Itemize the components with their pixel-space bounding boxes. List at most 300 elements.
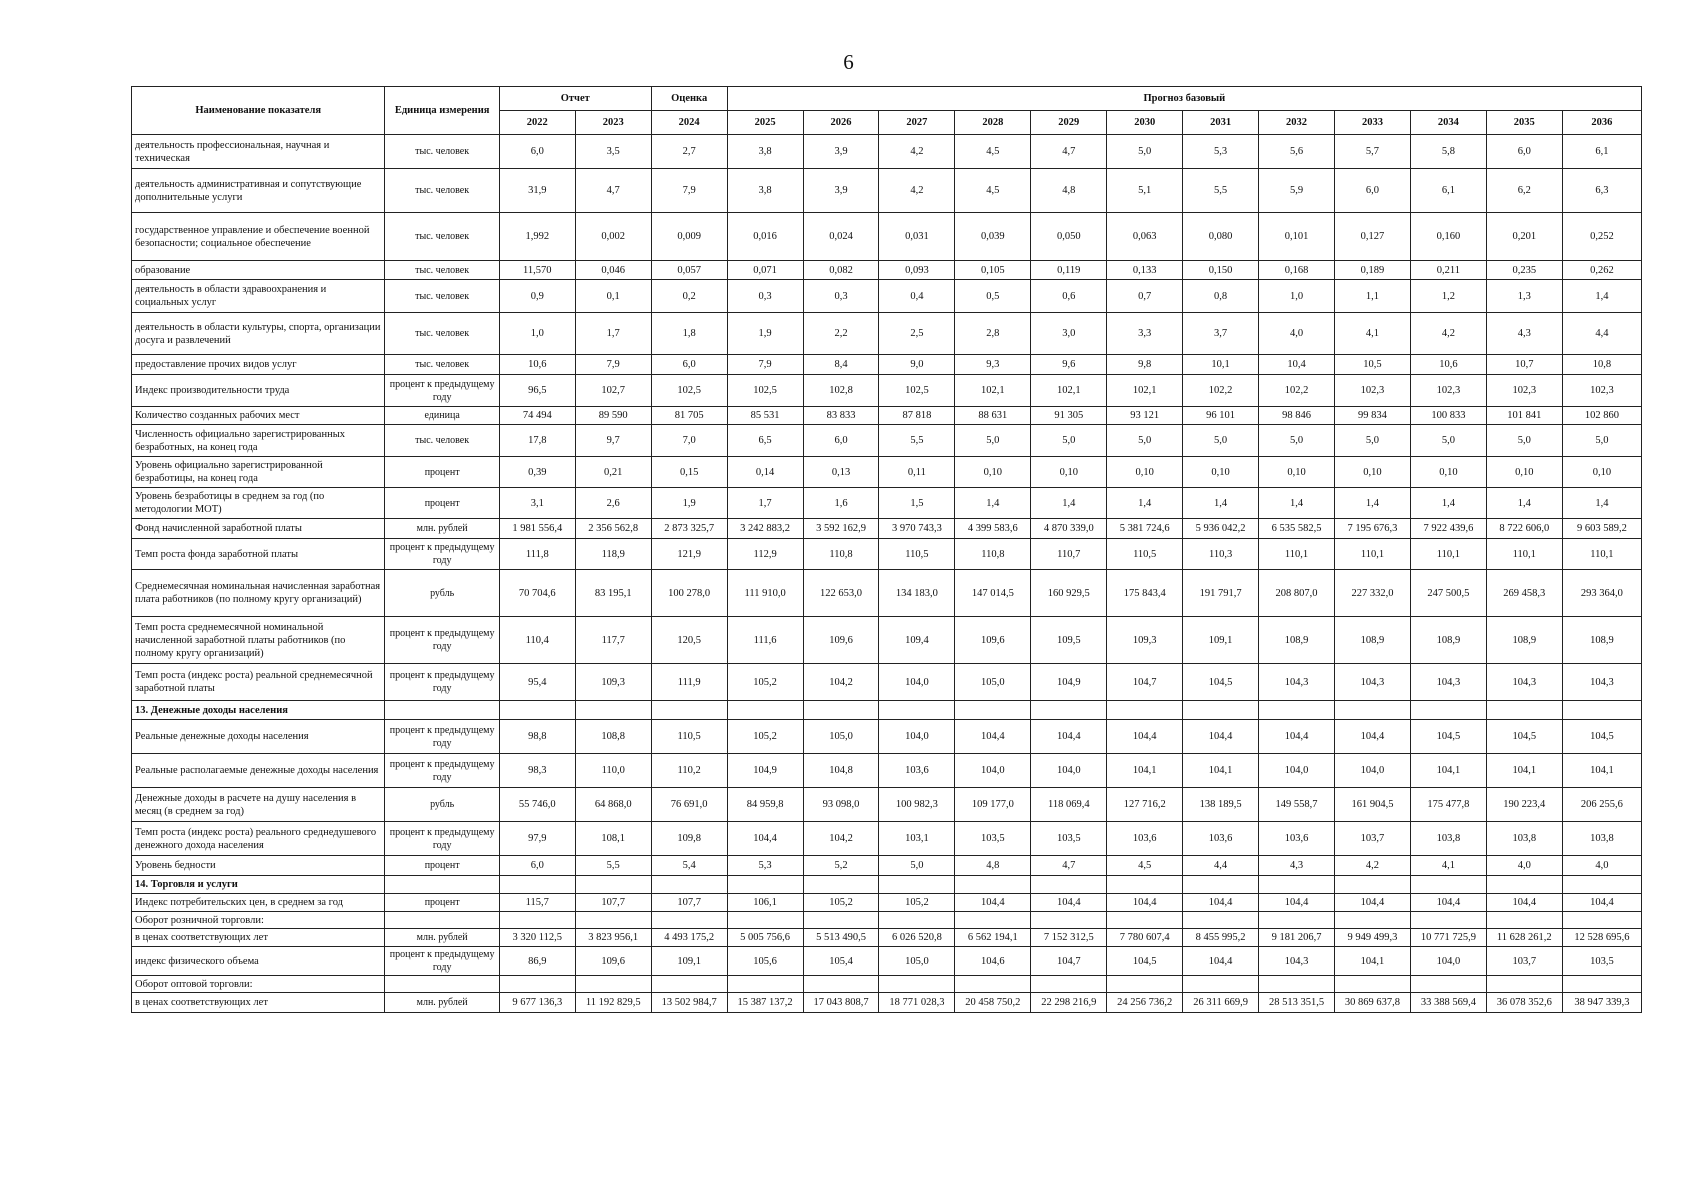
value-cell: 84 959,8 <box>727 788 803 822</box>
unit-cell: тыс. человек <box>385 425 499 457</box>
value-cell: 9,6 <box>1031 355 1107 375</box>
value-cell: 5,3 <box>727 856 803 876</box>
value-cell: 104,5 <box>1410 720 1486 754</box>
value-cell: 100 982,3 <box>879 788 955 822</box>
value-cell: 0,024 <box>803 213 879 261</box>
value-cell: 103,5 <box>1562 947 1641 976</box>
value-cell: 190 223,4 <box>1486 788 1562 822</box>
value-cell <box>1259 912 1335 929</box>
unit-cell: процент к предыдущему году <box>385 375 499 407</box>
value-cell: 109,8 <box>651 822 727 856</box>
unit-cell: рубль <box>385 570 499 617</box>
value-cell: 4,2 <box>879 135 955 169</box>
value-cell: 1,7 <box>575 313 651 355</box>
value-cell: 175 477,8 <box>1410 788 1486 822</box>
value-cell <box>955 912 1031 929</box>
indicator-name: Уровень безработицы в среднем за год (по методологии МОТ) <box>132 488 385 519</box>
value-cell: 10,4 <box>1259 355 1335 375</box>
value-cell: 3 592 162,9 <box>803 519 879 539</box>
value-cell: 15 387 137,2 <box>727 993 803 1013</box>
value-cell: 0,016 <box>727 213 803 261</box>
section-row <box>132 701 1642 720</box>
value-cell: 4,8 <box>955 856 1031 876</box>
value-cell: 138 189,5 <box>1183 788 1259 822</box>
value-cell: 191 791,7 <box>1183 570 1259 617</box>
header-indicator: Наименование показателя <box>132 87 385 135</box>
value-cell: 1,5 <box>879 488 955 519</box>
value-cell: 110,5 <box>1107 539 1183 570</box>
value-cell: 121,9 <box>651 539 727 570</box>
unit-cell: млн. рублей <box>385 519 499 539</box>
value-cell: 247 500,5 <box>1410 570 1486 617</box>
value-cell: 2,6 <box>575 488 651 519</box>
value-cell: 108,1 <box>575 822 651 856</box>
value-cell: 4,0 <box>1486 856 1562 876</box>
value-cell: 10,8 <box>1562 355 1641 375</box>
value-cell: 3,8 <box>727 135 803 169</box>
value-cell: 5,0 <box>1183 425 1259 457</box>
value-cell: 5 513 490,5 <box>803 929 879 947</box>
value-cell: 0,9 <box>499 280 575 313</box>
value-cell: 111 910,0 <box>727 570 803 617</box>
value-cell: 96,5 <box>499 375 575 407</box>
value-cell: 106,1 <box>727 894 803 912</box>
value-cell: 5,0 <box>1335 425 1411 457</box>
value-cell: 1,4 <box>1562 488 1641 519</box>
value-cell: 105,2 <box>879 894 955 912</box>
value-cell: 104,3 <box>1259 664 1335 701</box>
value-cell: 5,6 <box>1259 135 1335 169</box>
indicator-name: Реальные денежные доходы населения <box>132 720 385 754</box>
value-cell: 10,6 <box>1410 355 1486 375</box>
value-cell: 1,6 <box>803 488 879 519</box>
value-cell: 0,3 <box>803 280 879 313</box>
value-cell: 2,2 <box>803 313 879 355</box>
value-cell: 105,6 <box>727 947 803 976</box>
value-cell: 10,5 <box>1335 355 1411 375</box>
value-cell: 104,6 <box>955 947 1031 976</box>
header-year: 2028 <box>955 111 1031 135</box>
value-cell: 5,0 <box>879 856 955 876</box>
indicator-name: деятельность профессиональная, научная и техническая <box>132 135 385 169</box>
value-cell: 102,1 <box>1031 375 1107 407</box>
value-cell: 109 177,0 <box>955 788 1031 822</box>
value-cell: 36 078 352,6 <box>1486 993 1562 1013</box>
value-cell: 102 860 <box>1562 407 1641 425</box>
value-cell <box>499 976 575 993</box>
table-row <box>132 976 1642 993</box>
unit-cell: процент к предыдущему году <box>385 664 499 701</box>
value-cell: 1,9 <box>727 313 803 355</box>
value-cell: 2 873 325,7 <box>651 519 727 539</box>
value-cell: 20 458 750,2 <box>955 993 1031 1013</box>
value-cell <box>1335 912 1411 929</box>
value-cell: 104,4 <box>1259 894 1335 912</box>
value-cell <box>1410 912 1486 929</box>
value-cell: 110,8 <box>955 539 1031 570</box>
unit-cell: млн. рублей <box>385 993 499 1013</box>
value-cell: 0,252 <box>1562 213 1641 261</box>
value-cell: 1,4 <box>1335 488 1411 519</box>
value-cell: 105,2 <box>727 720 803 754</box>
value-cell: 89 590 <box>575 407 651 425</box>
value-cell: 105,4 <box>803 947 879 976</box>
value-cell: 104,4 <box>1183 720 1259 754</box>
value-cell: 104,1 <box>1410 754 1486 788</box>
value-cell: 3,8 <box>727 169 803 213</box>
value-cell: 104,4 <box>1259 720 1335 754</box>
value-cell: 6,0 <box>1486 135 1562 169</box>
empty-cell <box>1031 701 1107 720</box>
value-cell: 103,5 <box>1031 822 1107 856</box>
unit-cell: процент <box>385 894 499 912</box>
value-cell: 103,7 <box>1335 822 1411 856</box>
value-cell: 97,9 <box>499 822 575 856</box>
value-cell: 3 823 956,1 <box>575 929 651 947</box>
value-cell: 0,10 <box>1183 457 1259 488</box>
value-cell: 76 691,0 <box>651 788 727 822</box>
value-cell: 6 026 520,8 <box>879 929 955 947</box>
unit-cell: тыс. человек <box>385 261 499 280</box>
empty-cell <box>1486 701 1562 720</box>
value-cell: 110,1 <box>1562 539 1641 570</box>
value-cell: 1,4 <box>1107 488 1183 519</box>
value-cell <box>1107 976 1183 993</box>
unit-cell <box>385 912 499 929</box>
value-cell: 104,1 <box>1562 754 1641 788</box>
empty-cell <box>1183 876 1259 894</box>
header-year: 2026 <box>803 111 879 135</box>
table-row <box>132 539 1642 570</box>
value-cell <box>1486 912 1562 929</box>
empty-cell <box>385 701 499 720</box>
value-cell <box>955 976 1031 993</box>
value-cell: 5,7 <box>1335 135 1411 169</box>
table-row <box>132 169 1642 213</box>
value-cell: 96 101 <box>1183 407 1259 425</box>
value-cell: 4,3 <box>1259 856 1335 876</box>
empty-cell <box>1410 876 1486 894</box>
value-cell: 0,127 <box>1335 213 1411 261</box>
value-cell: 109,6 <box>955 617 1031 664</box>
table-row <box>132 617 1642 664</box>
indicator-name: Оборот оптовой торговли: <box>132 976 385 993</box>
header-year: 2025 <box>727 111 803 135</box>
header-year: 2024 <box>651 111 727 135</box>
value-cell: 110,3 <box>1183 539 1259 570</box>
value-cell: 98,8 <box>499 720 575 754</box>
value-cell: 110,5 <box>651 720 727 754</box>
value-cell: 104,5 <box>1486 720 1562 754</box>
header-year: 2034 <box>1410 111 1486 135</box>
empty-cell <box>1259 876 1335 894</box>
value-cell: 108,9 <box>1562 617 1641 664</box>
value-cell: 9 603 589,2 <box>1562 519 1641 539</box>
value-cell: 7 195 676,3 <box>1335 519 1411 539</box>
value-cell: 104,9 <box>1031 664 1107 701</box>
value-cell: 0,10 <box>1031 457 1107 488</box>
value-cell: 105,2 <box>727 664 803 701</box>
value-cell: 100 833 <box>1410 407 1486 425</box>
value-cell: 127 716,2 <box>1107 788 1183 822</box>
value-cell: 87 818 <box>879 407 955 425</box>
unit-cell: тыс. человек <box>385 313 499 355</box>
value-cell: 1,4 <box>955 488 1031 519</box>
value-cell <box>1562 976 1641 993</box>
empty-cell <box>803 701 879 720</box>
value-cell: 6,0 <box>651 355 727 375</box>
value-cell: 1,4 <box>1259 488 1335 519</box>
value-cell: 147 014,5 <box>955 570 1031 617</box>
value-cell: 3,0 <box>1031 313 1107 355</box>
value-cell: 0,189 <box>1335 261 1411 280</box>
indicator-name: Темп роста фонда заработной платы <box>132 539 385 570</box>
indicator-name: Численность официально зарегистрированных безработных, на конец года <box>132 425 385 457</box>
empty-cell <box>1335 701 1411 720</box>
value-cell: 112,9 <box>727 539 803 570</box>
value-cell: 104,3 <box>1562 664 1641 701</box>
value-cell: 111,6 <box>727 617 803 664</box>
value-cell: 118 069,4 <box>1031 788 1107 822</box>
indicator-name: Фонд начисленной заработной платы <box>132 519 385 539</box>
value-cell: 0,160 <box>1410 213 1486 261</box>
value-cell <box>803 976 879 993</box>
value-cell <box>1183 976 1259 993</box>
table-row <box>132 894 1642 912</box>
value-cell <box>1031 912 1107 929</box>
value-cell: 1,4 <box>1562 280 1641 313</box>
value-cell: 104,1 <box>1183 754 1259 788</box>
value-cell: 5,0 <box>1107 425 1183 457</box>
value-cell: 0,009 <box>651 213 727 261</box>
value-cell: 104,4 <box>1183 894 1259 912</box>
empty-cell <box>879 876 955 894</box>
value-cell: 103,7 <box>1486 947 1562 976</box>
value-cell: 6 562 194,1 <box>955 929 1031 947</box>
table-row <box>132 261 1642 280</box>
unit-cell: процент к предыдущему году <box>385 754 499 788</box>
value-cell: 10,6 <box>499 355 575 375</box>
value-cell: 83 195,1 <box>575 570 651 617</box>
forecast-table <box>131 86 1642 1013</box>
value-cell: 4,5 <box>1107 856 1183 876</box>
value-cell: 0,8 <box>1183 280 1259 313</box>
value-cell: 3,3 <box>1107 313 1183 355</box>
section-title: 13. Денежные доходы населения <box>132 701 385 720</box>
indicator-name: в ценах соответствующих лет <box>132 993 385 1013</box>
value-cell <box>499 912 575 929</box>
value-cell: 103,6 <box>1107 822 1183 856</box>
value-cell: 5,5 <box>1183 169 1259 213</box>
value-cell: 115,7 <box>499 894 575 912</box>
value-cell: 5,1 <box>1107 169 1183 213</box>
value-cell <box>1335 976 1411 993</box>
value-cell: 110,1 <box>1486 539 1562 570</box>
value-cell: 7,0 <box>651 425 727 457</box>
value-cell: 0,002 <box>575 213 651 261</box>
value-cell: 98 846 <box>1259 407 1335 425</box>
indicator-name: Реальные располагаемые денежные доходы населения <box>132 754 385 788</box>
value-cell: 4,3 <box>1486 313 1562 355</box>
value-cell: 0,093 <box>879 261 955 280</box>
value-cell: 104,4 <box>1031 720 1107 754</box>
value-cell: 0,14 <box>727 457 803 488</box>
value-cell: 6,0 <box>499 135 575 169</box>
value-cell <box>1107 912 1183 929</box>
value-cell: 9,8 <box>1107 355 1183 375</box>
value-cell: 28 513 351,5 <box>1259 993 1335 1013</box>
value-cell: 0,10 <box>955 457 1031 488</box>
value-cell: 6,1 <box>1410 169 1486 213</box>
value-cell: 104,9 <box>727 754 803 788</box>
indicator-name: деятельность административная и сопутствующие дополнительные услуги <box>132 169 385 213</box>
value-cell: 5,0 <box>1410 425 1486 457</box>
value-cell: 1,4 <box>1031 488 1107 519</box>
value-cell: 8 455 995,2 <box>1183 929 1259 947</box>
value-cell: 104,1 <box>1335 947 1411 976</box>
value-cell: 104,4 <box>955 894 1031 912</box>
value-cell <box>879 912 955 929</box>
value-cell: 86,9 <box>499 947 575 976</box>
value-cell: 0,057 <box>651 261 727 280</box>
value-cell: 1,0 <box>499 313 575 355</box>
unit-cell: тыс. человек <box>385 355 499 375</box>
value-cell: 1,3 <box>1486 280 1562 313</box>
table-row <box>132 929 1642 947</box>
value-cell: 102,5 <box>651 375 727 407</box>
value-cell: 1,1 <box>1335 280 1411 313</box>
value-cell: 105,0 <box>955 664 1031 701</box>
value-cell: 3,5 <box>575 135 651 169</box>
value-cell: 110,1 <box>1410 539 1486 570</box>
value-cell: 5 005 756,6 <box>727 929 803 947</box>
table-row <box>132 754 1642 788</box>
value-cell: 4,4 <box>1183 856 1259 876</box>
header-report: Отчет <box>499 87 651 111</box>
empty-cell <box>1183 701 1259 720</box>
empty-cell <box>1107 701 1183 720</box>
value-cell: 110,1 <box>1335 539 1411 570</box>
value-cell: 109,5 <box>1031 617 1107 664</box>
value-cell: 0,235 <box>1486 261 1562 280</box>
value-cell: 1,0 <box>1259 280 1335 313</box>
value-cell: 109,6 <box>803 617 879 664</box>
value-cell: 6,0 <box>803 425 879 457</box>
value-cell: 18 771 028,3 <box>879 993 955 1013</box>
empty-cell <box>1259 701 1335 720</box>
value-cell: 108,9 <box>1259 617 1335 664</box>
table-row <box>132 912 1642 929</box>
value-cell <box>575 976 651 993</box>
value-cell: 0,4 <box>879 280 955 313</box>
value-cell: 17 043 808,7 <box>803 993 879 1013</box>
value-cell: 5,2 <box>803 856 879 876</box>
value-cell: 81 705 <box>651 407 727 425</box>
value-cell: 109,1 <box>651 947 727 976</box>
value-cell: 104,3 <box>1335 664 1411 701</box>
value-cell: 104,2 <box>803 822 879 856</box>
empty-cell <box>651 876 727 894</box>
empty-cell <box>1410 701 1486 720</box>
header-year: 2032 <box>1259 111 1335 135</box>
value-cell: 104,4 <box>1107 894 1183 912</box>
value-cell: 108,9 <box>1486 617 1562 664</box>
value-cell: 103,6 <box>1259 822 1335 856</box>
empty-cell <box>499 701 575 720</box>
value-cell: 0,039 <box>955 213 1031 261</box>
value-cell <box>575 912 651 929</box>
value-cell: 104,4 <box>955 720 1031 754</box>
unit-cell: рубль <box>385 788 499 822</box>
value-cell: 5,8 <box>1410 135 1486 169</box>
indicator-name: Уровень бедности <box>132 856 385 876</box>
value-cell: 9 181 206,7 <box>1259 929 1335 947</box>
table-body <box>132 135 1642 1013</box>
value-cell: 104,4 <box>1107 720 1183 754</box>
value-cell: 0,39 <box>499 457 575 488</box>
value-cell: 4 493 175,2 <box>651 929 727 947</box>
value-cell: 85 531 <box>727 407 803 425</box>
table-row <box>132 407 1642 425</box>
value-cell: 3 970 743,3 <box>879 519 955 539</box>
value-cell: 104,0 <box>1031 754 1107 788</box>
value-cell: 8 722 606,0 <box>1486 519 1562 539</box>
table-row <box>132 788 1642 822</box>
value-cell: 1,4 <box>1410 488 1486 519</box>
value-cell: 4,2 <box>879 169 955 213</box>
value-cell: 4 870 339,0 <box>1031 519 1107 539</box>
empty-cell <box>727 701 803 720</box>
section-title: 14. Торговля и услуги <box>132 876 385 894</box>
value-cell: 111,9 <box>651 664 727 701</box>
empty-cell <box>1562 701 1641 720</box>
value-cell: 175 843,4 <box>1107 570 1183 617</box>
value-cell: 0,262 <box>1562 261 1641 280</box>
indicator-name: деятельность в области культуры, спорта, организации досуга и развлечений <box>132 313 385 355</box>
header-year: 2036 <box>1562 111 1641 135</box>
value-cell: 100 278,0 <box>651 570 727 617</box>
value-cell: 206 255,6 <box>1562 788 1641 822</box>
empty-cell <box>1562 876 1641 894</box>
value-cell: 2,8 <box>955 313 1031 355</box>
value-cell: 102,2 <box>1259 375 1335 407</box>
value-cell: 0,13 <box>803 457 879 488</box>
value-cell: 5 936 042,2 <box>1183 519 1259 539</box>
value-cell: 1,9 <box>651 488 727 519</box>
indicator-name: Оборот розничной торговли: <box>132 912 385 929</box>
value-cell: 110,8 <box>803 539 879 570</box>
indicator-name: деятельность в области здравоохранения и социальных услуг <box>132 280 385 313</box>
value-cell: 102,3 <box>1562 375 1641 407</box>
value-cell: 17,8 <box>499 425 575 457</box>
value-cell <box>1031 976 1107 993</box>
value-cell <box>1410 976 1486 993</box>
value-cell: 110,5 <box>879 539 955 570</box>
value-cell: 5,3 <box>1183 135 1259 169</box>
indicator-name: Индекс производительности труда <box>132 375 385 407</box>
value-cell: 6,1 <box>1562 135 1641 169</box>
indicator-name: Индекс потребительских цен, в среднем за год <box>132 894 385 912</box>
value-cell: 1,4 <box>1183 488 1259 519</box>
indicator-name: государственное управление и обеспечение военной безопасности; социальное обеспечение <box>132 213 385 261</box>
value-cell: 31,9 <box>499 169 575 213</box>
value-cell: 102,8 <box>803 375 879 407</box>
value-cell: 0,080 <box>1183 213 1259 261</box>
value-cell: 110,4 <box>499 617 575 664</box>
empty-cell <box>1486 876 1562 894</box>
unit-cell: процент <box>385 856 499 876</box>
value-cell: 102,3 <box>1410 375 1486 407</box>
